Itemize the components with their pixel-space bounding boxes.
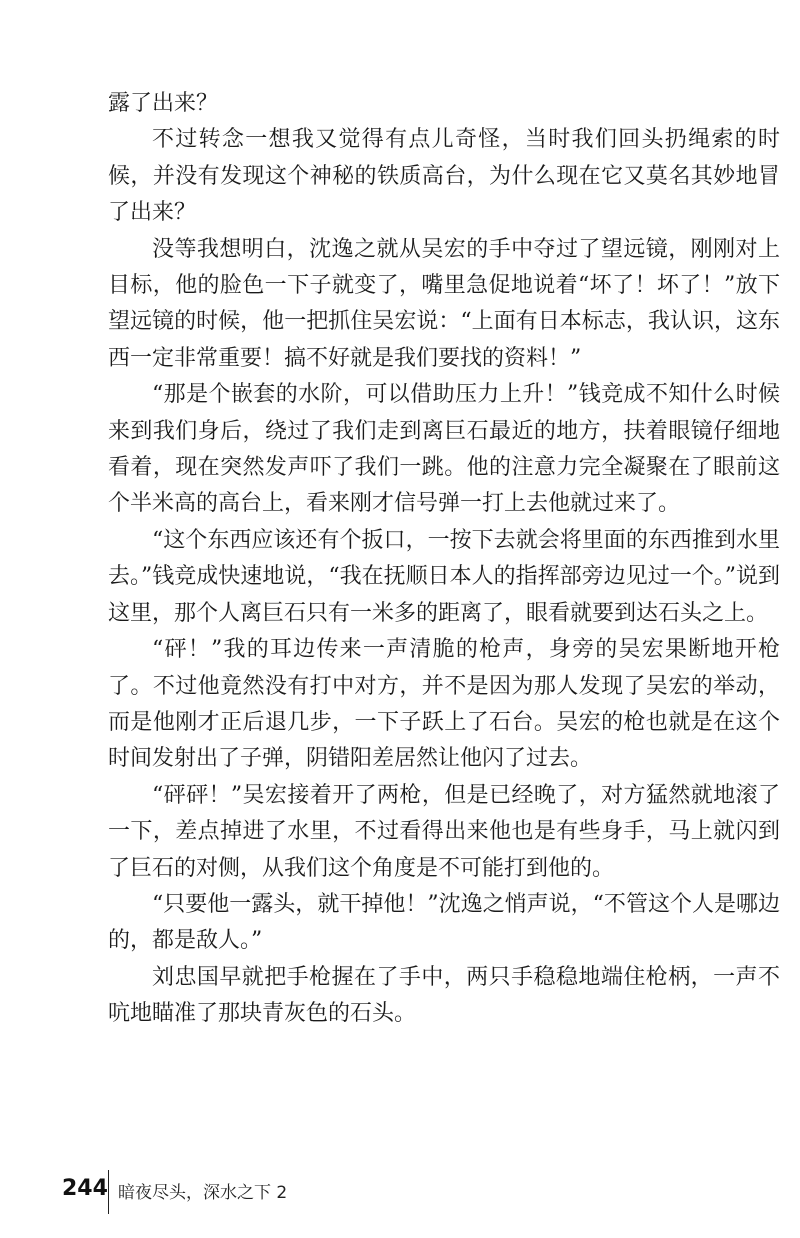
page-body [108, 86, 780, 1033]
paragraph: 没等我想明白，沈逸之就从吴宏的手中夺过了望远镜，刚刚对上目标，他的脸色一下子就变了，嘴里急促地说着“坏了！坏了！”放下望远镜的时候，他一把抓住吴宏说：“上面有日本标志，我认识，这东西一定非常重要！搞不好就是我们要找的资料！” [108, 236, 780, 371]
paragraph: “这个东西应该还有个扳口，一按下去就会将里面的东西推到水里去。”钱竞成快速地说，“我在抚顺日本人的指挥部旁边见过一个。”说到这里，那个人离巨石只有一米多的距离了，眼看就要到达石头之上。 [108, 527, 780, 626]
paragraph: “只要他一露头，就干掉他！”沈逸之悄声说，“不管这个人是哪边的，都是敌人。” [108, 891, 780, 954]
paragraph: 刘忠国早就把手枪握在了手中，两只手稳稳地端住枪柄，一声不吭地瞄准了那块青灰色的石头。 [108, 964, 780, 1027]
running-title: 暗夜尽头，深水之下 2 [118, 1183, 288, 1203]
page-footer [62, 1170, 462, 1214]
paragraph: 露了出来？ [108, 91, 219, 116]
paragraph: “那是个嵌套的水阶，可以借助压力上升！”钱竞成不知什么时候来到我们身后，绕过了我们走到离巨石最近的地方，扶着眼镜仔细地看着，现在突然发声吓了我们一跳。他的注意力完全凝聚在了眼前这个半米高的高台上，看来刚才信号弹一打上去他就过来了。 [108, 382, 780, 517]
paragraph: “砰！”我的耳边传来一声清脆的枪声，身旁的吴宏果断地开枪了。不过他竟然没有打中对方，并不是因为那人发现了吴宏的举动，而是他刚才正后退几步，一下子跃上了石台。吴宏的枪也就是在这个时间发射出了子弹，阴错阳差居然让他闪了过去。 [108, 637, 780, 772]
paragraph: 不过转念一想我又觉得有点儿奇怪，当时我们回头扔绳索的时候，并没有发现这个神秘的铁质高台，为什么现在它又莫名其妙地冒了出来？ [108, 127, 780, 226]
footer-divider [108, 1170, 109, 1214]
paragraph: “砰砰！”吴宏接着开了两枪，但是已经晚了，对方猛然就地滚了一下，差点掉进了水里，不过看得出来他也是有些身手，马上就闪到了巨石的对侧，从我们这个角度是不可能打到他的。 [108, 782, 780, 881]
page-number: 244 [62, 1176, 108, 1201]
